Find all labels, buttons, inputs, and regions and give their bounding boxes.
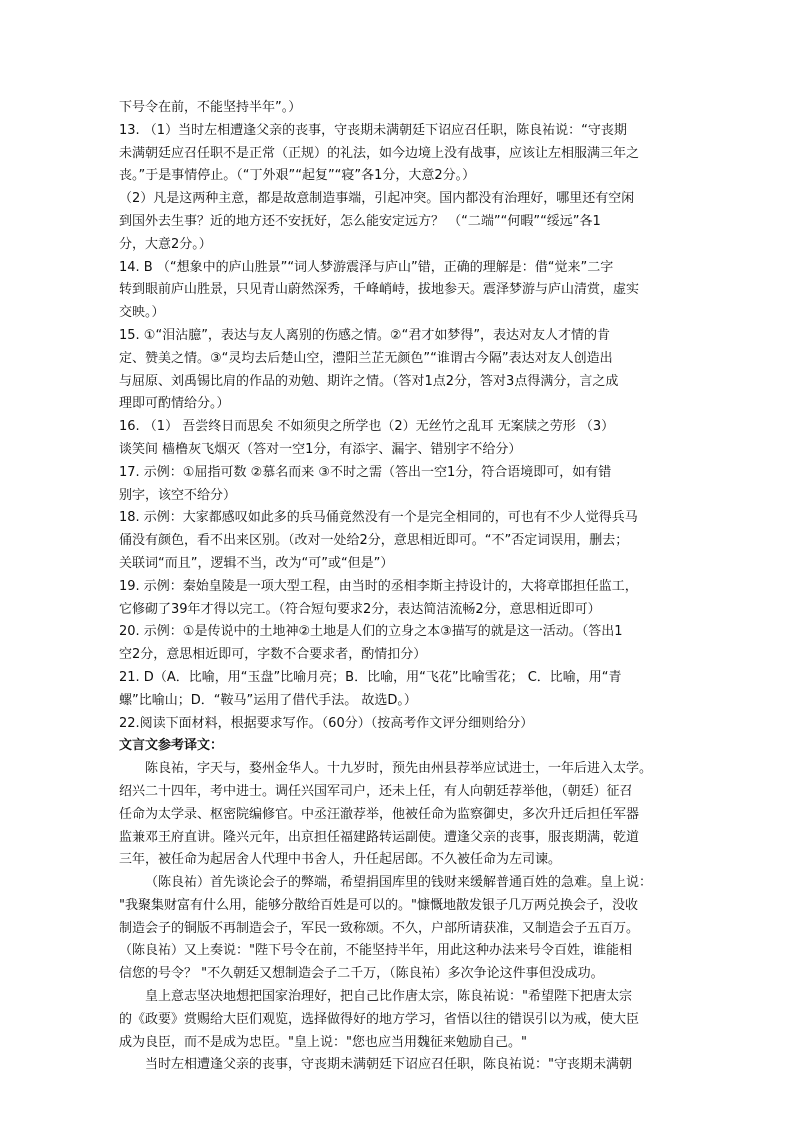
- text-line: 15. ①“泪沾臆”，表达与友人离别的伤感之情。②“君才如梦得”，表达对友人才情的肯: [119, 327, 611, 343]
- text-line: 俑没有颜色，看不出来区别。（改对一处给2分，意思相近即可。“不”否定词误用，删去；: [119, 533, 629, 549]
- text-line: 陈良祐，字天与，婺州金华人。十九岁时，预先由州县荐举应试进士，一年后进入太学。: [145, 761, 653, 777]
- text-line: 的《政要》赏赐给大臣们观览，选择做得好的地方学习，省悟以往的错误引以为戒，使大臣: [119, 1011, 640, 1027]
- text-line: 14. B （“想象中的庐山胜景”“词人梦游震泽与庐山”错，正确的理解是：借“觉来”二字: [119, 259, 614, 275]
- text-line: 关联词“而且”，逻辑不当，改为“可”或“但是”）: [119, 555, 394, 571]
- text-line: 别字，该空不给分）: [119, 487, 237, 503]
- text-line: 成为良臣，而不是成为忠臣。"皇上说："您也应当用魏征来勉励自己。": [119, 1034, 527, 1050]
- text-line: 三年，被任命为起居舍人代理中书舍人，升任起居郎。不久被任命为左司谏。: [119, 852, 562, 868]
- text-line: 制造会子的铜版不再制造会子，军民一致称颂。不久，户部所请获准，又制造会子五百万。: [119, 920, 640, 936]
- text-line: （2）凡是这两种主意，都是故意制造事端，引起冲突。国内都没有治理好，哪里还有空闲: [119, 191, 635, 207]
- text-line: 18. 示例：大家都感叹如此多的兵马俑竟然没有一个是完全相同的，可也有不少人觉得兵马: [119, 510, 638, 526]
- text-line: 谈笑间 樯橹灰飞烟灭（答对一空1分，有添字、漏字、错别字不给分）: [119, 441, 522, 457]
- text-line: 17. 示例：①屈指可数 ②慕名而来 ③不时之需（答出一空1分，符合语境即可，如有错: [119, 464, 612, 480]
- section-heading: 文言文参考译文：: [119, 738, 224, 754]
- text-line: 皇上意志坚决地想把国家治理好，把自己比作唐太宗，陈良祐说："希望陛下把唐太宗: [145, 989, 632, 1005]
- text-line: 任命为太学录、枢密院编修官。中丞汪澈荐举，他被任命为监察御史，多次升迁后担任军器: [119, 806, 640, 822]
- text-line: 绍兴二十四年，考中进士。调任兴国军司户，还未上任，有人向朝廷荐举他，（朝廷）征召: [119, 783, 633, 799]
- text-line: 信您的号令？ "不久朝廷又想制造会子二千万，（陈良祐）多次争论这件事但没成功。: [119, 966, 604, 982]
- text-line: （陈良祐）首先谈论会子的弊端，希望捐国库里的钱财来缓解普通百姓的急难。皇上说：: [145, 875, 653, 891]
- text-line: 下号令在前，不能坚持半年”。）: [119, 100, 302, 115]
- text-line: 分，大意2分。）: [119, 236, 212, 252]
- text-line: 交映。）: [119, 305, 165, 321]
- text-line: 与屈原、刘禹锡比肩的作品的劝勉、期许之情。（答对1点2分，答对3点得满分，言之成: [119, 373, 619, 389]
- text-line: 定、赞美之情。③“灵均去后楚山空，澧阳兰芷无颜色”“谁谓古今隔”表达对友人创造出: [119, 350, 613, 366]
- text-line: 它修砌了39年才得以完工。（符合短句要求2分，表达简洁流畅2分，意思相近即可）: [119, 601, 601, 617]
- text-line: 22.阅读下面材料，根据要求写作。（60分）（按高考作文评分细则给分）: [119, 715, 534, 731]
- text-line: 空2分，意思相近即可，字数不合要求者，酌情扣分）: [119, 647, 427, 663]
- text-line: 当时左相遭逢父亲的丧事，守丧期未满朝廷下诏应召任职，陈良祐说："守丧期未满朝: [145, 1057, 632, 1073]
- text-line: 21. D（A．比喻，用“玉盘”比喻月亮；B．比喻，用“飞花”比喻雪花； C．比喻，用“青: [119, 669, 622, 685]
- text-line: 丧。”于是事情停止。（“丁外艰”“起复”“寝”各1分，大意2分。）: [119, 168, 476, 184]
- text-line: 13. （1）当时左相遭逢父亲的丧事，守丧期未满朝廷下诏应召任职，陈良祐说：“守丧期: [119, 122, 627, 138]
- text-line: 16. （1） 吾尝终日而思矣 不如须臾之所学也（2）无丝竹之乱耳 无案牍之劳形 （3）: [119, 419, 615, 435]
- text-line: "我聚集财富有什么用，能够分散给百姓是可以的。"慷慨地散发银子几万两兑换会子，没收: [119, 897, 638, 913]
- text-line: 转到眼前庐山胜景，只见青山蔚然深秀，千峰峭峙，拔地参天。震泽梦游与庐山清赏，虚实: [119, 282, 640, 298]
- text-line: 监兼邓王府直讲。隆兴元年，出京担任福建路转运副使。遭逢父亲的丧事，服丧期满，乾道: [119, 829, 640, 845]
- answer-key-page: [119, 97, 679, 1077]
- text-line: 到国外去生事？近的地方还不安抚好，怎么能安定远方？ （“二端”“何暇”“绥远”各1: [119, 213, 601, 229]
- text-line: 螺”比喻山；D．“鞍马”运用了借代手法。 故选D。）: [119, 692, 417, 708]
- text-line: 20. 示例：①是传说中的土地神②土地是人们的立身之本③描写的就是这一活动。（答出1: [119, 624, 623, 640]
- text-line: 19. 示例：秦始皇陵是一项大型工程，由当时的丞相李斯主持设计的，大将章邯担任监工，: [119, 578, 638, 594]
- text-line: 未满朝廷应召任职不是正常（正规）的礼法，如今边境上没有战事，应该让左相服满三年之: [119, 145, 640, 161]
- text-line: 理即可酌情给分。）: [119, 396, 230, 412]
- text-line: （陈良祐）又上奏说："陛下号令在前，不能坚持半年，用此这种办法来号令百姓，谁能相: [119, 943, 632, 959]
